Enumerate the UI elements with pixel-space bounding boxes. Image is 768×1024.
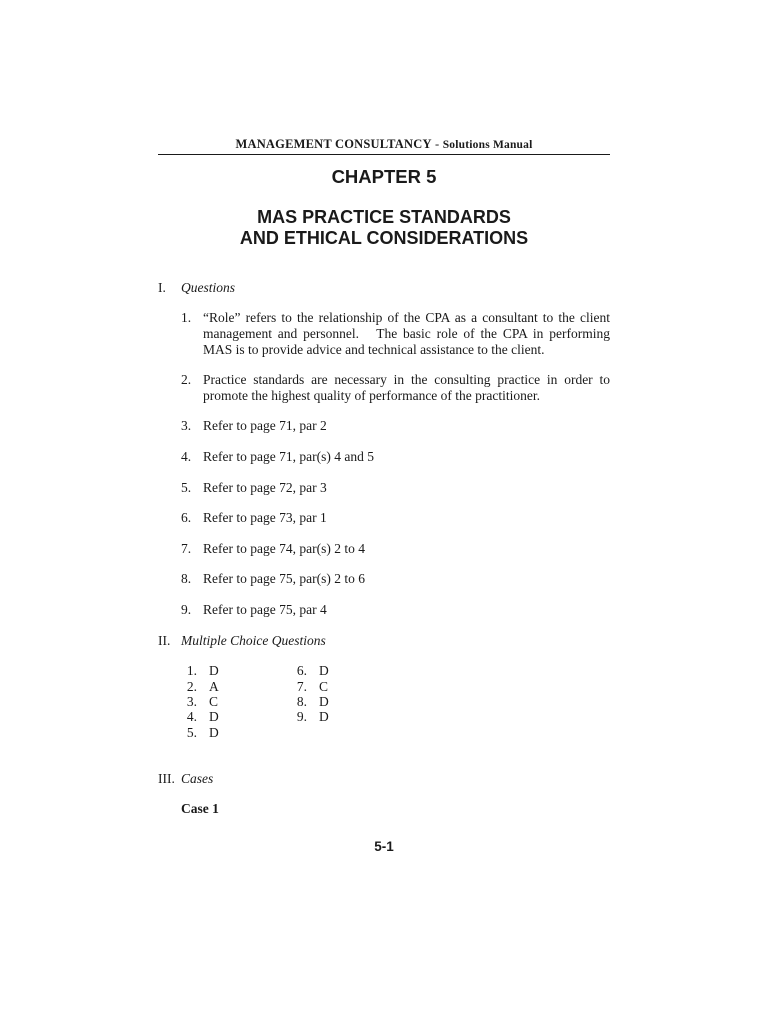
mc-answer: D: [319, 709, 329, 724]
mc-answer: A: [209, 679, 219, 694]
mc-number: 8.: [296, 694, 307, 709]
question-answer-6: Refer to page 73, par 1: [203, 510, 327, 525]
chapter-title-line-1: MAS PRACTICE STANDARDS: [257, 207, 511, 227]
question-answer-2: [203, 372, 610, 404]
mc-answer: C: [319, 679, 329, 694]
answer-line: MAS is to provide advice and technical assistance to the client.: [203, 342, 545, 357]
question-number: 2.: [181, 372, 192, 387]
answer-line: promote the highest quality of performance of the practitioner.: [203, 388, 541, 403]
question-number: 9.: [181, 602, 192, 617]
header-separator: -: [431, 137, 443, 151]
answer-line: management and personnel. The basic role of the CPA in performing: [203, 326, 610, 341]
question-number: 8.: [181, 571, 192, 586]
question-answer-8: Refer to page 75, par(s) 2 to 6: [203, 571, 365, 586]
mc-number: 6.: [296, 663, 307, 678]
question-answer-7: Refer to page 74, par(s) 2 to 4: [203, 541, 365, 556]
question-number: 1.: [181, 310, 192, 325]
mc-number: 1.: [186, 663, 197, 678]
question-number: 6.: [181, 510, 192, 525]
section-title-multiple-choice: Multiple Choice Questions: [181, 633, 326, 648]
question-answer-9: Refer to page 75, par 4: [203, 602, 327, 617]
case-label: Case 1: [181, 801, 219, 816]
question-number: 3.: [181, 418, 192, 433]
mc-answer: D: [209, 709, 219, 724]
header-title-sub: Solutions Manual: [442, 139, 533, 151]
answer-line: Practice standards are necessary in the consulting practice in order to: [203, 372, 610, 387]
mc-answer: C: [209, 694, 219, 709]
question-answer-5: Refer to page 72, par 3: [203, 480, 327, 495]
section-number-1: I.: [158, 280, 166, 295]
question-answer-4: Refer to page 71, par(s) 4 and 5: [203, 449, 374, 464]
mc-answer: D: [319, 694, 329, 709]
mc-answer: D: [209, 725, 219, 740]
section-title-questions: Questions: [181, 280, 235, 295]
mc-number: 2.: [186, 679, 197, 694]
section-number-2: II.: [158, 633, 171, 648]
header-title-main: MANAGEMENT CONSULTANCY: [235, 137, 432, 151]
mc-number: 4.: [186, 709, 197, 724]
chapter-heading: CHAPTER 5: [331, 166, 437, 187]
question-number: 4.: [181, 449, 192, 464]
header-rule: [158, 154, 610, 155]
section-title-cases: Cases: [181, 771, 214, 786]
mc-number: 9.: [296, 709, 307, 724]
mc-answer: D: [319, 663, 329, 678]
section-number-3: III.: [158, 771, 175, 786]
mc-number: 7.: [296, 679, 307, 694]
question-answer-1: [203, 310, 610, 358]
mc-number: 3.: [186, 694, 197, 709]
question-number: 7.: [181, 541, 192, 556]
chapter-title-line-2: AND ETHICAL CONSIDERATIONS: [239, 228, 529, 248]
chapter-title: [158, 207, 610, 249]
mc-answer: D: [209, 663, 219, 678]
mc-number: 5.: [186, 725, 197, 740]
question-answer-3: Refer to page 71, par 2: [203, 418, 327, 433]
running-header: [158, 137, 610, 152]
question-number: 5.: [181, 480, 192, 495]
answer-line: “Role” refers to the relationship of the CPA as a consultant to the client: [203, 310, 610, 325]
page-number: 5-1: [374, 839, 394, 854]
